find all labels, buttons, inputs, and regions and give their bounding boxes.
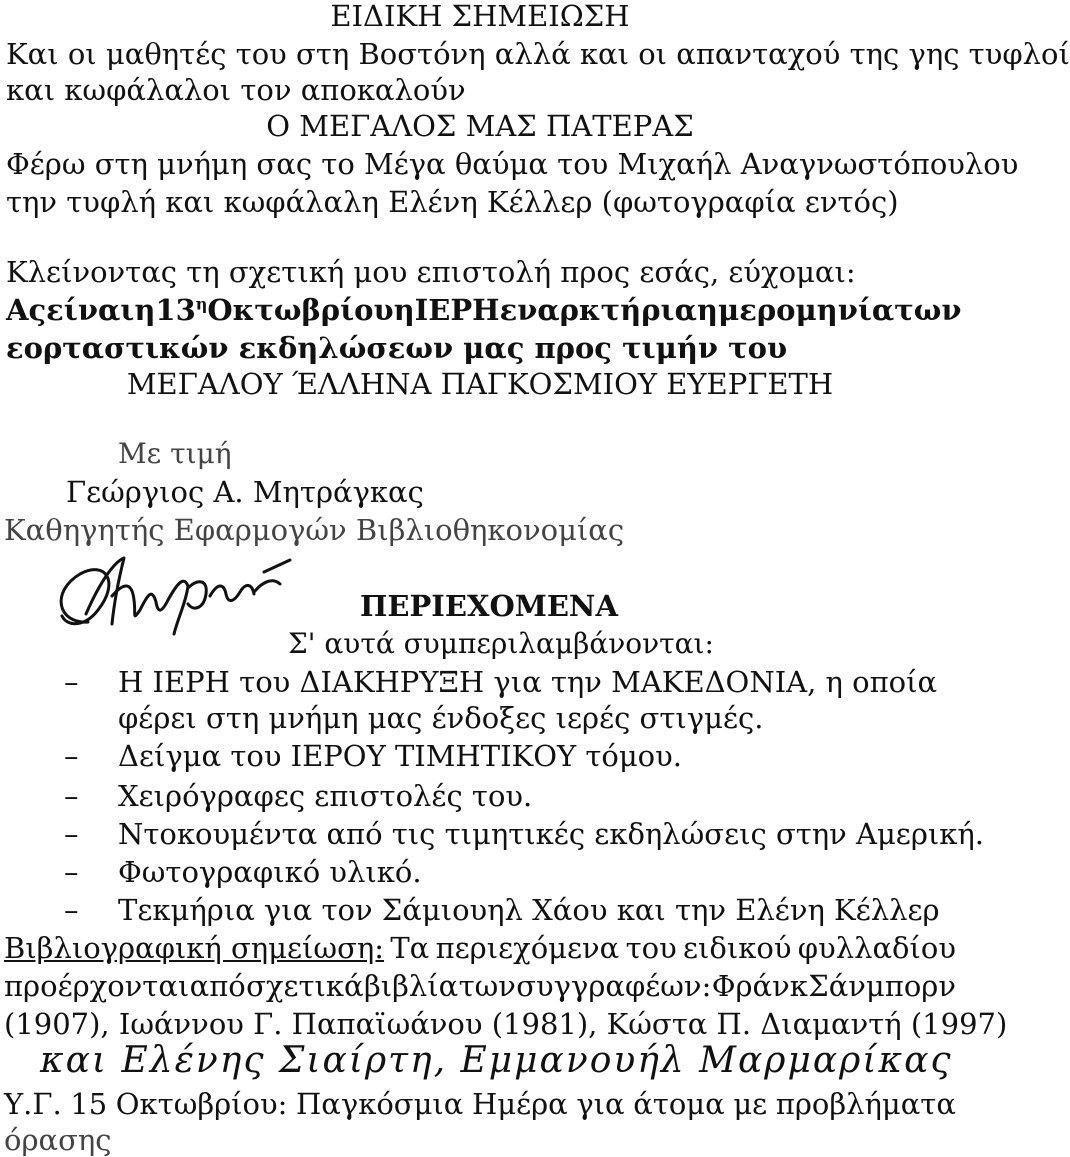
date-word <box>155 293 208 327</box>
ordinal-superscript: η <box>195 294 208 314</box>
wish-line-1 <box>6 293 962 327</box>
biblio-word: ειδικού <box>683 931 792 965</box>
wish-line-2: εορταστικών εκδηλώσεων μας προς τιμήν του <box>6 331 788 365</box>
word: η <box>134 293 156 327</box>
word: Ημέρα <box>471 1087 568 1121</box>
list-dash: – <box>64 739 79 773</box>
word: είναι <box>46 293 135 327</box>
contents-item-text: Τεκμήρια για τον Σάμιουηλ Χάου και την Ελένη Κέλλερ <box>118 893 940 927</box>
biblio-word: Τα <box>390 931 430 965</box>
footer-line-2: όρασης <box>4 1123 112 1157</box>
benefactor-title: ΜΕΓΑΛΟΥ ΈΛΛΗΝΑ ΠΑΓΚΟΣΜΙΟΥ ΕΥΕΡΓΕΤΗ <box>126 367 834 401</box>
word: 15 <box>70 1087 108 1121</box>
biblio-word: του <box>625 931 677 965</box>
word: προβλήματα <box>775 1087 956 1121</box>
handwritten-note: και Ελένης Σιαίρτη, Εμμανουήλ Μαρμαρίκας <box>40 1040 953 1081</box>
list-dash: – <box>64 893 79 927</box>
signature-drawing <box>28 552 308 642</box>
signoff-name: Γεώργιος Α. Μητράγκας <box>66 475 424 509</box>
word: σχετικά <box>246 969 364 1003</box>
contents-item-text: Δείγμα του ΙΕΡΟΥ ΤΙΜΗΤΙΚΟΥ τόμου. <box>118 739 682 773</box>
word: Ας <box>6 293 47 327</box>
intro-line-2: και κωφάλαλοι τον αποκαλούν <box>6 73 466 107</box>
word: των <box>458 969 516 1003</box>
word: από <box>189 969 246 1003</box>
word: ΙΕΡΗ <box>414 293 500 327</box>
signoff-respect: Με τιμή <box>118 437 232 470</box>
biblio-line-2 <box>4 969 956 1003</box>
word: η <box>393 293 415 327</box>
signoff-title: Καθηγητής Εφαρμογών Βιβλιοθηκονομίας <box>4 513 625 547</box>
contents-item-text: Φωτογραφικό υλικό. <box>118 855 422 889</box>
memory-line-2: την τυφλή και κωφάλαλη Ελένη Κέλλερ (φωτογραφία εντός) <box>6 185 899 219</box>
word: Υ.Γ. <box>4 1087 62 1121</box>
contents-item-text: Χειρόγραφες επιστολές του. <box>118 779 533 813</box>
closing-line: Κλείνοντας τη σχετική μου επιστολή προς εσάς, εύχομαι: <box>6 255 856 289</box>
word: άτομα <box>633 1087 725 1121</box>
word: Οκτωβρίου: <box>115 1087 288 1121</box>
page-heading: ΕΙΔΙΚΗ ΣΗΜΕΙΩΣΗ <box>330 0 630 33</box>
biblio-line-3: (1907), Ιωάννου Γ. Παπαϊωάνου (1981), Κώστα Π. Διαμαντή (1997) <box>4 1007 1008 1041</box>
word: για <box>576 1087 625 1121</box>
word: προέρχονται <box>4 969 190 1003</box>
list-dash: – <box>64 779 79 813</box>
word: Σάνμπορν <box>808 969 956 1003</box>
word: Φράνκ <box>711 969 808 1003</box>
word: των <box>894 293 962 327</box>
contents-item-text: Ντοκουμέντα από τις τιμητικές εκδηλώσεις στην Αμερική. <box>118 817 984 851</box>
word: Οκτωβρίου <box>207 293 394 327</box>
list-dash: – <box>64 817 79 851</box>
biblio-label: Βιβλιογραφική σημείωση: <box>4 931 385 965</box>
contents-intro: Σ' αυτά συμπεριλαμβάνονται: <box>288 627 714 660</box>
biblio-line-1 <box>4 931 956 965</box>
memory-line-1: Φέρω στη μνήμη σας το Μέγα θαύμα του Μιχαήλ Αναγνωστόπουλου <box>6 147 1019 181</box>
word: με <box>733 1087 768 1121</box>
word: βιβλία <box>363 969 459 1003</box>
word: Παγκόσμια <box>295 1087 464 1121</box>
biblio-word: φυλλαδίου <box>797 931 956 965</box>
contents-item-text: φέρει στη μνήμη μας ένδοξες ιερές στιγμές. <box>118 701 764 735</box>
intro-line-1: Και οι μαθητές του στη Βοστόνη αλλά και οι απανταχού της γης τυφλοί <box>6 37 1070 71</box>
footer-line-1 <box>4 1087 956 1121</box>
contents-item-text: Η ΙΕΡΗ του ΔΙΑΚΗΡΥΞΗ για την ΜΑΚΕΔΟΝΙΑ, η οποία <box>118 665 938 699</box>
list-dash: – <box>64 665 79 699</box>
word: εναρκτήρια <box>499 293 697 327</box>
title-great-father: Ο ΜΕΓΑΛΟΣ ΜΑΣ ΠΑΤΕΡΑΣ <box>266 109 694 143</box>
word: συγγραφέων: <box>516 969 712 1003</box>
contents-heading: ΠΕΡΙΕΧΟΜΕΝΑ <box>360 589 618 623</box>
word: 13 <box>155 293 196 327</box>
biblio-word: περιεχόμενα <box>435 931 620 965</box>
list-dash: – <box>64 855 79 889</box>
word: ημερομηνία <box>696 293 895 327</box>
